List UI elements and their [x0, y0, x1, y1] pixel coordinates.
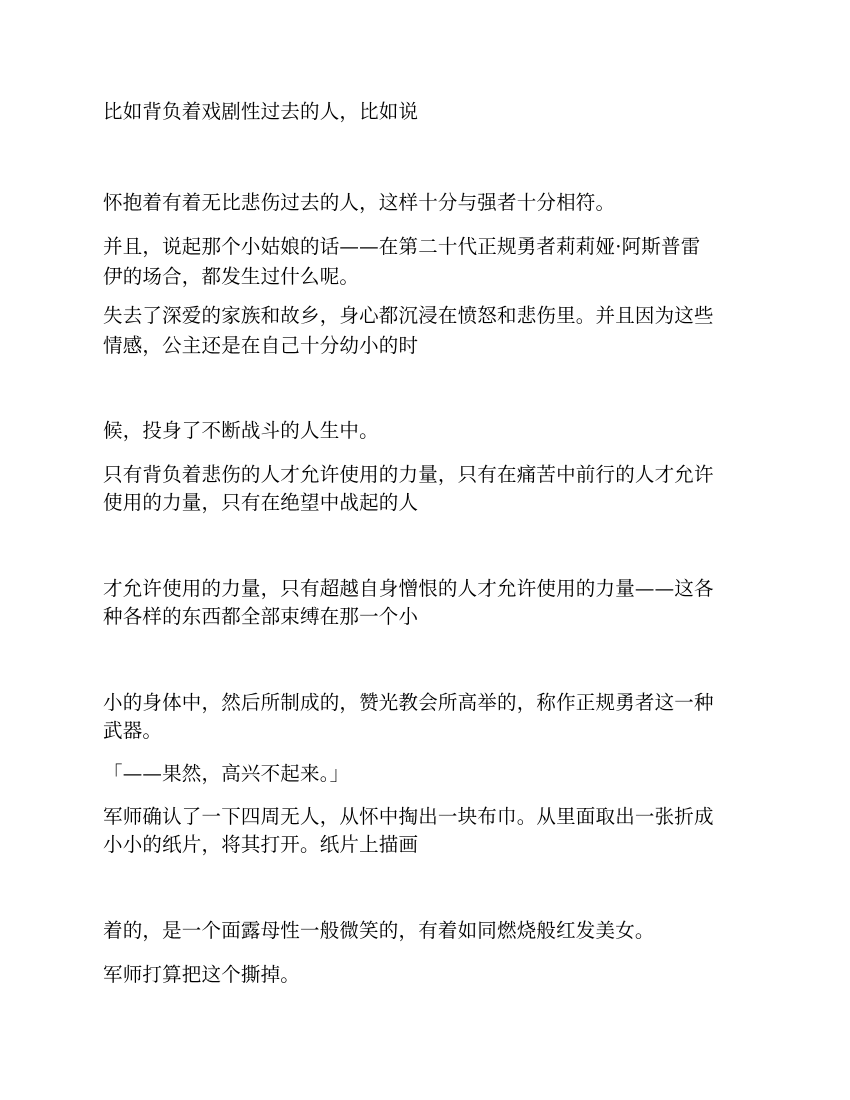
text-line: 着的，是一个面露母性一般微笑的，有着如同燃烧般红发美女。 — [103, 919, 655, 942]
text-line: 使用的力量，只有在绝望中战起的人 — [103, 491, 419, 514]
text-line: 军师确认了一下四周无人，从怀中掏出一块布巾。从里面取出一张折成 — [103, 805, 714, 828]
text-line: 候，投身了不断战斗的人生中。 — [103, 419, 379, 442]
text-line: 武器。 — [103, 719, 163, 742]
text-line: 才允许使用的力量，只有超越自身憎恨的人才允许使用的力量——这各 — [103, 577, 714, 600]
text-line: 失去了深爱的家族和故乡，身心都沉浸在愤怒和悲伤里。并且因为这些 — [103, 304, 714, 327]
text-line: 「——果然，高兴不起来。」 — [103, 762, 350, 785]
text-line: 怀抱着有着无比悲伤过去的人，这样十分与强者十分相符。 — [103, 191, 616, 214]
text-line: 并且，说起那个小姑娘的话——在第二十代正规勇者莉莉娅·阿斯普雷 — [103, 235, 701, 258]
text-line: 小小的纸片，将其打开。纸片上描画 — [103, 833, 419, 856]
text-line: 伊的场合，都发生过什么呢。 — [103, 265, 360, 288]
text-line: 比如背负着戏剧性过去的人，比如说 — [103, 100, 419, 123]
text-line: 只有背负着悲伤的人才允许使用的力量，只有在痛苦中前行的人才允许 — [103, 463, 714, 486]
text-line: 小的身体中，然后所制成的，赞光教会所高举的，称作正规勇者这一种 — [103, 691, 714, 714]
text-line: 种各样的东西都全部束缚在那一个小 — [103, 605, 419, 628]
text-line: 情感，公主还是在自己十分幼小的时 — [103, 334, 419, 357]
text-line: 军师打算把这个撕掉。 — [103, 963, 301, 986]
